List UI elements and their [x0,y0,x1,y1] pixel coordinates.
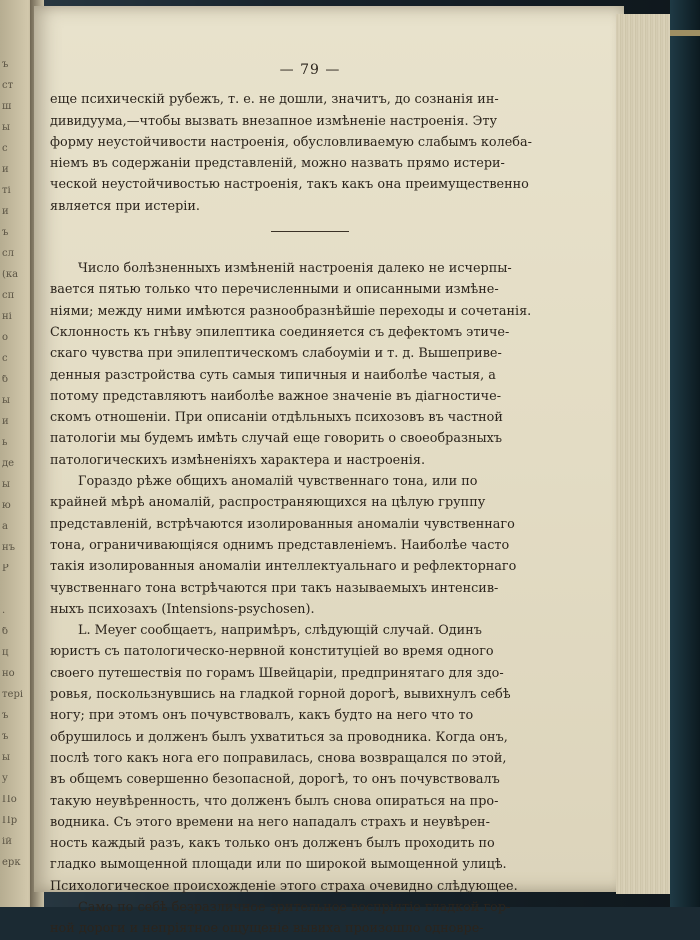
text-line: является при истеріи. [50,198,200,214]
left-page-fragment: ъ [2,711,9,721]
left-page-fragment: нъ [2,543,16,553]
left-page-fragment: ъ [2,732,9,742]
left-page-fragment: ы [2,480,10,490]
left-page-fragment: Пр [2,816,18,826]
text-line: Число болѣзненныхъ измѣненій настроенія далеко не исчерпы- [78,261,512,277]
page-text [50,60,570,940]
left-page-fragment: . [2,606,6,616]
left-page-fragment: и [2,207,9,217]
left-page-fragment: ц [2,648,9,658]
text-line: патологіи мы будемъ имѣть случай еще говорить о своеобразныхъ [50,431,503,447]
left-page-fragment: ь [2,438,8,448]
left-page-fragment: ю [2,501,11,511]
text-line: обрушилось и долженъ былъ ухватиться за проводника. Когда онъ, [50,729,508,745]
text-line: ныхъ психозахъ (Intensions-psychosen). [50,601,315,617]
left-page-fragment: но [2,669,15,679]
paragraph-3 [50,471,570,620]
text-line: тона, ограничивающіяся однимъ представленіемъ. Наиболѣе часто [50,537,510,553]
text-line: Гораздо рѣже общихъ аномалій чувственнаго тона, или по [78,474,478,490]
text-line: крайней мѣрѣ аномалій, распространяющихся на цѣлую группу [50,495,486,511]
text-line: еще психическій рубежъ, т. е. не дошли, значитъ, до сознанія ин- [50,92,499,108]
text-line: въ общемъ совершенно безопасной, дорогѣ, то онъ почувствовалъ [50,772,500,788]
left-page-fragment: б [2,375,9,385]
left-page-fragment: ъ [2,228,9,238]
left-page-fragment: сп [2,291,15,301]
text-line: Психологическое происхожденіе этого страха очевидно слѣдующее. [50,878,518,894]
text-line: юристъ съ патологическо-нервной конституціей во время одного [50,644,494,660]
left-page-fragment: ерк [2,858,21,868]
paragraph-5 [50,897,570,940]
left-page-fragment: б [2,627,9,637]
text-line: представленій, встрѣчаются изолированныя аномаліи чувственнаго [50,516,515,532]
text-line: гладко вымощенной площади или по широкой вымощенной улицѣ. [50,857,507,873]
text-line: своего путешествія по горамъ Швейцаріи, предпринятаго для здо- [50,665,504,681]
book-cover [670,0,700,907]
text-line: Склонность къ гнѣву эпилептика соединяется съ дефектомъ этиче- [50,324,510,340]
left-page-fragment: о [2,333,9,343]
text-line: ровья, поскользнувшись на гладкой горной дорогѣ, вывихнулъ себѣ [50,687,511,703]
left-page-fragment: ст [2,81,14,91]
left-page-fragment: сл [2,249,14,259]
text-line: вается пятью только что перечисленными и описанными измѣне- [50,282,499,298]
text-line: ной дороги и непріятное ощущеніе вывиха произошло одновре- [50,921,484,937]
text-line: водника. Съ этого времени на него нападалъ страхъ и неувѣрен- [50,814,490,830]
left-page-fragment: ій [2,837,12,847]
section-separator [271,231,349,232]
text-line: ніями; между ними имѣются разнообразнѣйшіе переходы и сочетанія. [50,303,532,319]
left-page-fragment: с [2,354,8,364]
text-line: скомъ отношеніи. При описаніи отдѣльныхъ психозовъ въ частной [50,410,503,426]
left-page-fragment: ш [2,102,12,112]
left-page-fragment: ы [2,753,10,763]
text-line: форму неустойчивости настроенія, обусловливаемую слабымъ колеба- [50,134,532,150]
paragraph-2 [50,258,570,471]
text-line: ногу; при этомъ онъ почувствовалъ, какъ будто на него что то [50,708,474,724]
left-page-fragment: де [2,459,15,469]
left-page-fragment: с [2,144,8,154]
left-page-fragment: (ка [2,270,19,280]
left-page-fragment: Р [2,564,9,574]
text-line: скаго чувства при эпилептическомъ слабоуміи и т. д. Вышеприве- [50,346,502,362]
text-line: ніемъ въ содержаніи представленій, можно назвать прямо истери- [50,156,505,172]
text-line: денныя разстройства суть самыя типичныя и наиболѣе частыя, а [50,367,496,383]
left-page-fragment: ъ [2,60,9,70]
text-line: послѣ того какъ нога его поправилась, снова возвращался по этой, [50,750,507,766]
text-line: ность каждый разъ, какъ только онъ долженъ былъ проходить по [50,836,495,852]
left-page-fragment: ы [2,396,10,406]
left-page-fragment: По [2,795,17,805]
text-line: L. Meyer сообщаетъ, напримѣръ, слѣдующій случай. Одинъ [78,623,482,639]
text-line: такую неувѣренность, что долженъ былъ снова опираться на про- [50,793,499,809]
cover-band [670,30,700,36]
text-line: патологическихъ измѣненіяхъ характера и настроенія. [50,452,426,468]
text-line: ческой неустойчивостью настроенія, такъ какъ она преимущественно [50,177,529,193]
text-line: дивидуума,—чтобы вызвать внезапное измѣненіе настроенія. Эту [50,113,498,129]
page-edges [616,14,672,894]
left-page-fragment: и [2,417,9,427]
left-page-fragment: ті [2,186,11,196]
text-line: потому представляютъ наиболѣе важное значеніе въ діагностиче- [50,388,502,404]
left-page-fragment: у [2,774,8,784]
left-page-fragment: ні [2,312,12,322]
paragraph-4 [50,620,570,897]
paragraph-1 [50,89,570,217]
page-number: — 79 — [279,62,341,78]
left-page-fragment: тері [2,690,24,700]
text-line: Само по себѣ безразличное зрительное воспріятіе гладкой гор- [78,899,511,915]
text-line: чувственнаго тона встрѣчаются при такъ называемыхъ интенсив- [50,580,499,596]
left-page-fragment: ы [2,123,10,133]
left-page-fragment: а [2,522,8,532]
left-page-fragment: и [2,165,9,175]
text-line: такія изолированныя аномаліи интеллектуальнаго и рефлекторнаго [50,559,517,575]
